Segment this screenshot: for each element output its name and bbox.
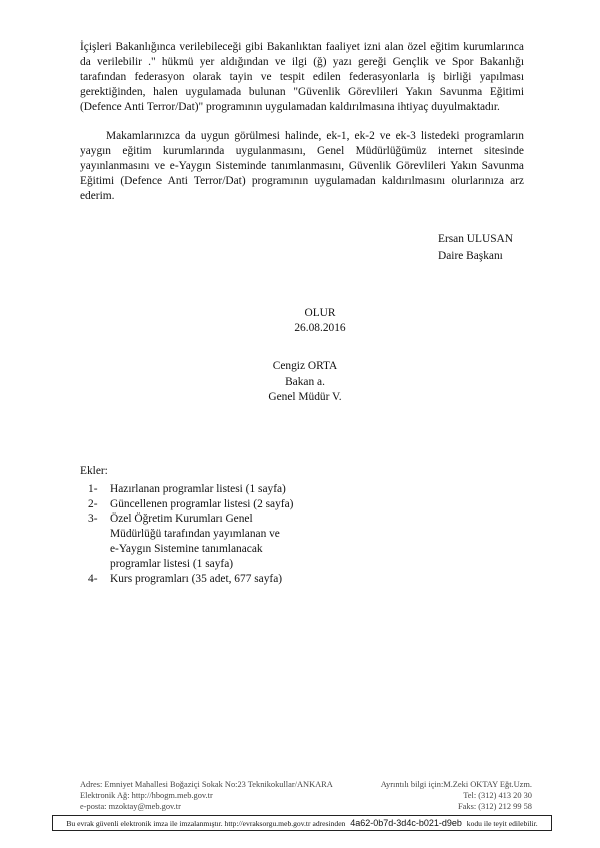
footer-row	[80, 801, 532, 812]
approver-line-1: Bakan a.	[285, 375, 325, 388]
body-paragraph-1	[80, 40, 524, 115]
approver-name: Cengiz ORTA	[272, 360, 338, 372]
verification-code: 4a62-0b7d-3d4c-b021-d9eb	[350, 818, 462, 828]
footer-row	[80, 779, 532, 790]
body-paragraph-2	[80, 129, 524, 204]
attachment-item	[88, 497, 330, 512]
attachment-text: Güncellenen programlar listesi (2 sayfa)	[110, 498, 294, 510]
footer-web[interactable]: Elektronik Ağ: http://hbogm.meb.gov.tr	[80, 791, 213, 800]
approval-date: 26.08.2016	[294, 322, 346, 334]
paragraph-text: İçişleri Bakanlığınca verilebileceği gibi Bakanlıktan faaliyet izni alan özel eğitim kurumlarınca da verilebilir ." hükmü yer aldığından ve ilgi (ğ) yazı gereği Gençlik ve Spor Bakanlığı tarafından federasyon olarak tayin ve tespit edilen federasyonlarla iş birliği yapılması gerektiğinden, halen uygulamada bulunan "Güvenlik Görevlileri Yakın Savunma Eğitimi (Defence Anti Terror/Dat)" programının uygulamadan kaldırılmasına ihtiyaç duyulmaktadır.	[80, 41, 524, 113]
attachment-text: Hazırlanan programlar listesi (1 sayfa)	[110, 483, 286, 495]
verification-prefix: Bu evrak güvenli elektronik imza ile imzalanmıştır. http://evraksorgu.meb.gov.tr adresinden	[66, 819, 346, 828]
approval-label: OLUR	[304, 307, 336, 319]
attachment-number: 1-	[88, 483, 98, 495]
signer-block	[438, 231, 513, 265]
footer-fax: Faks: (312) 212 99 58	[458, 802, 532, 811]
verification-suffix: kodu ile teyit edilebilir.	[466, 819, 538, 828]
attachment-item	[88, 572, 330, 587]
attachment-item	[88, 512, 330, 572]
signer-title: Daire Başkanı	[438, 250, 503, 262]
paragraph-text: Makamlarınızca da uygun görülmesi halinde, ek-1, ek-2 ve ek-3 listedeki programların yaygın eğitim kurumlarında uygulanmasını, Genel Müdürlüğümüz internet sitesinde yayınlanmasını ve e-Yaygın Sisteminde tanımlanmasını, Güvenlik Görevlileri Yakın Savunma Eğitimi (Defence Anti Terror/Dat) programının uygulamadan kaldırılmasını olurlarınıza arz ederim.	[80, 130, 524, 202]
attachment-number: 4-	[88, 573, 98, 585]
footer-row	[80, 790, 532, 801]
approval-block	[270, 306, 370, 336]
attachment-number: 2-	[88, 498, 98, 510]
attachment-item	[88, 482, 330, 497]
footer-address: Adres: Emniyet Mahallesi Boğaziçi Sokak No:23 Teknikokullar/ANKARA	[80, 780, 333, 789]
approver-line-2: Genel Müdür V.	[268, 391, 342, 403]
page-footer	[80, 779, 532, 812]
footer-tel: Tel: (312) 413 20 30	[463, 791, 532, 800]
attachment-text: Özel Öğretim Kurumları Genel Müdürlüğü tarafından yayımlanan ve e-Yaygın Sistemine tanımlanacak programlar listesi (1 sayfa)	[110, 513, 280, 570]
footer-contact: Ayrıntılı bilgi için:M.Zeki OKTAY Eğt.Uzm.	[380, 780, 532, 789]
approver-block	[230, 359, 380, 406]
attachments-title: Ekler:	[80, 465, 108, 477]
e-signature-verification-box	[52, 815, 552, 831]
signer-name: Ersan ULUSAN	[438, 233, 513, 245]
attachments-section	[80, 464, 330, 587]
attachment-text: Kurs programları (35 adet, 677 sayfa)	[110, 573, 283, 585]
footer-email[interactable]: e-posta: mzoktay@meb.gov.tr	[80, 802, 181, 811]
attachment-number: 3-	[88, 513, 98, 525]
